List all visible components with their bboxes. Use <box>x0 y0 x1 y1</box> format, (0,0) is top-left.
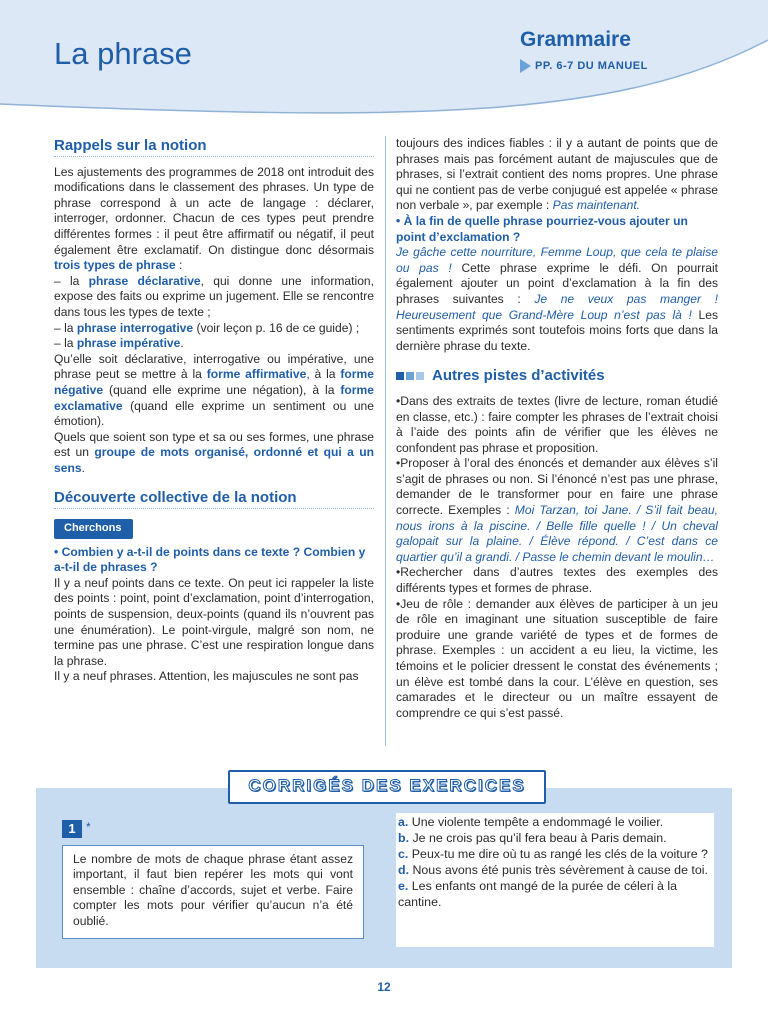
answer-text: Les enfants ont mangé de la purée de céleri à la cantine. <box>398 879 677 909</box>
heading-decouverte: Découverte collective de la notion <box>54 490 374 509</box>
paragraph-formes <box>54 352 374 430</box>
intro-text: Les ajustements des programmes de 2018 ont introduit des modifications dans le classement des phrases. Un type de phrase correspond à un acte de langage : déclarer, interroger, ordonner. Chacun de ces types peut prendre différentes formes : il peut être affirmatif ou négatif, il peut également être exclamatif. On distingue donc désormais <box>54 164 374 257</box>
bullet-oral <box>396 456 718 565</box>
list-item-declarative <box>54 274 374 321</box>
answer-text: Nous avons été punis très sévèrement à cause de toi. <box>409 863 708 877</box>
page-header <box>0 0 768 118</box>
square-mid-icon <box>406 372 414 380</box>
answer-letter: b. <box>398 831 410 845</box>
paragraph-phrases: Il y a neuf phrases. Attention, les majuscules ne sont pas <box>54 669 359 684</box>
answer-list <box>396 813 714 947</box>
list-item-imperative <box>54 336 374 352</box>
excl-a: Cette phrase exprime le défi. On pourrait également ajouter un point d’exclamation à la fin des phrases suivantes : <box>396 260 719 306</box>
li2-pre: – la <box>54 320 77 335</box>
paragraph-continuation <box>396 136 718 214</box>
answer-text: Une violente tempête a endommagé le voilier. <box>408 815 664 829</box>
square-dark-icon <box>396 372 404 380</box>
exercise-number-badge: 1 <box>62 820 82 838</box>
li1-pre: – la <box>54 273 89 288</box>
heading-rappels: Rappels sur la notion <box>54 138 374 157</box>
answer-a <box>398 814 712 830</box>
bullet-extraits: •Dans des extraits de textes (livre de lecture, roman étudié en classe, etc.) : faire compter les phrases de l’extrait choisi à l’aide des points afin de vérifier que les élèves ne confondent pas phrase et proposition. <box>396 393 718 455</box>
column-divider <box>385 136 386 746</box>
paragraph-points: Il y a neuf points dans ce texte. On peut ici rappeler la liste des points : point, point d’exclamation, point d’interrogation, points de suspension, deux-points (quand ils n’ouvrent pas une énumération). Le point-virgule, malgré son nom, ne termine pas une phrase. C’est une respiration longue dans la phrase. <box>54 575 374 668</box>
paragraph-intro <box>54 165 374 274</box>
answer-letter: c. <box>398 847 409 861</box>
formes-a: Qu’elle soit déclarative, interrogative ou impérative, une phrase peut se mettre à la <box>54 351 374 382</box>
cherchons-label: Cherchons <box>54 519 133 539</box>
paragraph-exclamation <box>396 245 718 354</box>
play-arrow-icon <box>520 59 531 73</box>
page-number: 12 <box>377 980 391 994</box>
question-exclamation: • À la fin de quelle phrase pourriez-vous ajouter un point d’exclamation ? <box>396 213 688 244</box>
difficulty-star-icon: * <box>86 820 91 834</box>
intro-end: : <box>175 258 183 273</box>
answer-c <box>398 846 712 862</box>
formes-d: (quand elle exprime une négation), à la <box>103 382 341 397</box>
li3-pre: – la <box>54 336 77 351</box>
li3-bold: phrase impérative <box>76 336 181 351</box>
bullet-jeu-de-role: •Jeu de rôle : demander aux élèves de participer à un jeu de rôle en imaginant une situation susceptible de faire produire une grande variété de types et de formes de phrase. Exemples : un accident a eu lieu, la victime, les témoins et le policier dressent le constat des événements ; un élève est tombé dans la cour. L’élève en question, ses camarades et le directeur ou un maître essayent de comprendre ce qui s’est passé. <box>396 596 718 720</box>
li1-bold: phrase déclarative <box>88 273 201 288</box>
cont-a: toujours des indices fiables : il y a autant de points que de phrases mais pas forcément autant de majuscules que de phrases, si l’extrait contient des noms propres. Une phrase qui ne contient pas de verbe conjugué est appelée « phrase non verbale », par exemple : <box>396 136 718 213</box>
answer-text: Peux-tu me dire où tu as rangé les clés de la voiture ? <box>408 847 708 861</box>
li2-post: (voir leçon p. 16 de ce guide) ; <box>193 320 360 335</box>
formes-b1: forme affirmative <box>206 367 307 382</box>
answer-text: Je ne crois pas qu’il fera beau à Paris demain. <box>409 831 667 845</box>
oral-italic: Moi Tarzan, toi Jane. / S’il fait beau, nous irons à la piscine. / Belle fille quelle ! / Un cheval galopait sur la plaine. / Élève répond. / C’est dans ce quartier qu’il a grandi. / Passe le chemin devant le moulin… <box>396 503 718 564</box>
excl-b: Les sentiments exprimés sont toutefois moins forts que dans la dernière phrase du texte. <box>396 307 719 353</box>
excl-italic-2: Je ne veux pas manger ! Heureusement que Grand-Mère Loup n’est pas là ! <box>396 291 718 322</box>
heading-autres-text: Autres pistes d’activités <box>432 367 605 385</box>
left-column <box>54 134 374 685</box>
corriges-title-box <box>228 770 546 804</box>
formes-c: , à la <box>306 367 341 382</box>
bullet-rechercher: •Rechercher dans d’autres textes des exemples des différents types et formes de phrase. <box>396 565 718 596</box>
answer-e <box>398 878 712 910</box>
excl-italic-1: Je gâche cette nourriture, Femme Loup, que cela te plaise ou pas ! <box>396 245 718 275</box>
li2-bold: phrase interrogative <box>76 320 194 335</box>
li3-post: . <box>180 336 184 351</box>
cont-italic: Pas maintenant. <box>552 198 641 213</box>
answer-b <box>398 830 712 846</box>
corriges-title: CORRIGÉS DES EXERCICES <box>248 776 526 795</box>
square-light-icon <box>416 372 424 380</box>
manual-reference-text: PP. 6-7 DU MANUEL <box>535 59 648 72</box>
def-b: groupe de mots organisé, ordonné et qui a un sens <box>54 445 374 475</box>
paragraph-definition <box>54 430 374 477</box>
oral-a: •Proposer à l’oral des énoncés et demander aux élèves s’il s’agit de phrases ou non. Si l’énoncé n’est pas une phrase, demander de le transformer pour en faire une phrase correcte. Exemples : <box>396 456 718 518</box>
heading-autres <box>396 368 718 386</box>
list-item-interrogative <box>54 321 374 337</box>
def-a: Quels que soient son type et sa ou ses formes, une phrase est un <box>54 429 374 460</box>
def-c: . <box>81 460 85 475</box>
formes-b2: forme négative <box>54 367 374 397</box>
answer-letter: a. <box>398 815 409 829</box>
manual-reference <box>520 59 648 73</box>
question-points: • Combien y a-t-il de points dans ce texte ? Combien y a-t-il de phrases ? <box>54 544 366 575</box>
answer-letter: d. <box>398 863 410 877</box>
formes-e: (quand elle exprime un sentiment ou une émotion). <box>54 398 374 429</box>
answer-letter: e. <box>398 879 409 893</box>
page-title: La phrase <box>54 36 192 71</box>
intro-bold: trois types de phrase <box>54 258 176 273</box>
exercise-note-box: Le nombre de mots de chaque phrase étant assez important, il faut bien repérer les mots qui vont ensemble : chaîne d’accords, sujet et verbe. Faire compter les mots pour vérifier qu’aucun n’a été oublié. <box>62 845 364 939</box>
answer-d <box>398 862 712 878</box>
section-tag: Grammaire <box>520 28 631 51</box>
formes-b3: forme exclamative <box>54 382 374 413</box>
li1-post: , qui donne une information, expose des faits ou exprime un jugement. Elle se rencontre dans tous les types de texte ; <box>54 273 375 319</box>
right-column <box>396 136 718 721</box>
